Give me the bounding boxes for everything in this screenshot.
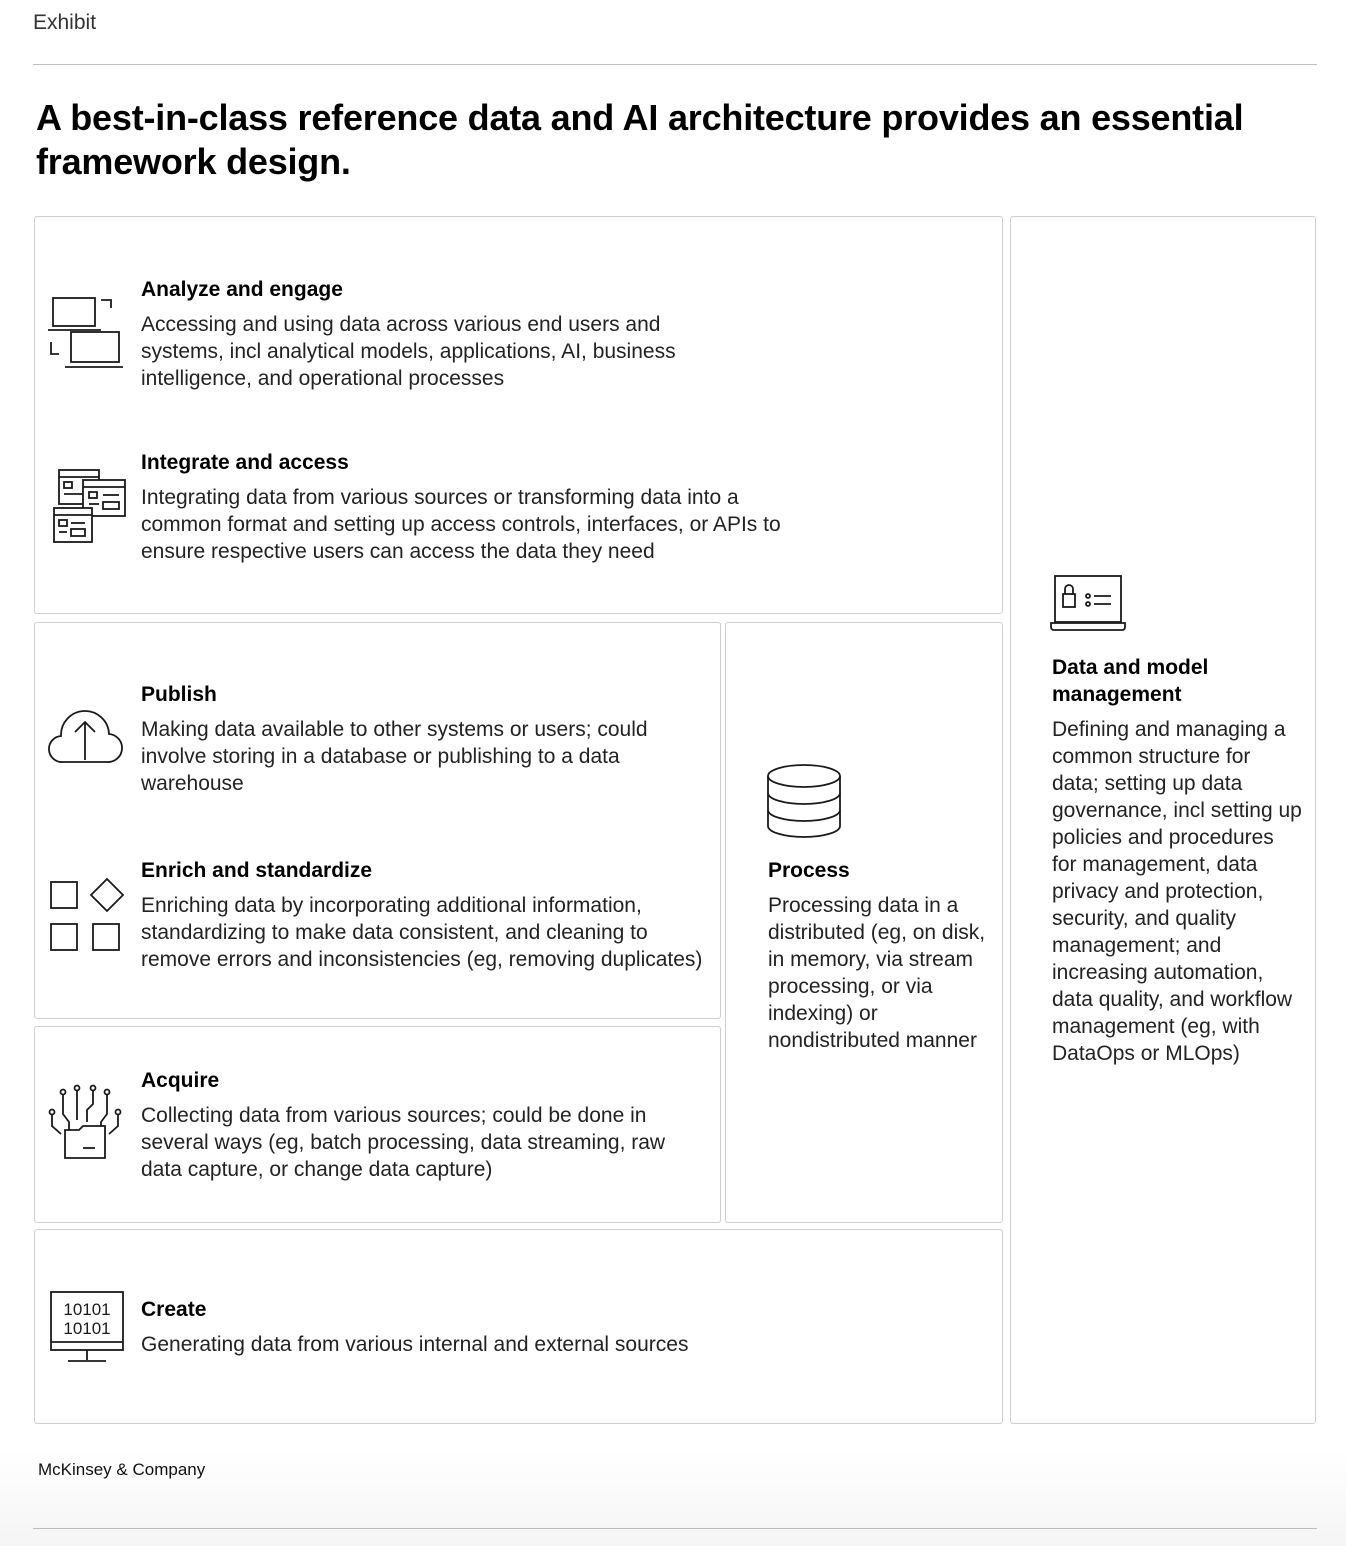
top-divider bbox=[33, 64, 1317, 65]
publish-text: Making data available to other systems or users; could involve storing in a database or publishing to a data warehouse bbox=[141, 718, 648, 795]
publish-heading: Publish bbox=[141, 683, 217, 706]
process-text: Processing data in a distributed (eg, on disk, in memory, via stream processing, or via indexing) or nondistributed manner bbox=[768, 894, 986, 1052]
cloud-upload-icon bbox=[47, 712, 123, 764]
management-text: Defining and managing a common structure for data; setting up data governance, incl setting up policies and procedures for management, data privacy and protection, security, and quality management; and increasing automation, data quality, and workflow management (eg, with DataOps or MLOps) bbox=[1052, 718, 1302, 1065]
exhibit-label: Exhibit bbox=[33, 11, 97, 34]
shapes-icon bbox=[50, 878, 124, 952]
laptops-icon bbox=[47, 296, 123, 372]
acquire-heading: Acquire bbox=[141, 1069, 220, 1092]
acquire-text: Collecting data from various sources; could be done in several ways (eg, batch processing, data streaming, raw data capture, or change data capture) bbox=[141, 1104, 666, 1181]
management-section bbox=[1052, 654, 1302, 1067]
integrate-section bbox=[141, 449, 821, 565]
database-icon bbox=[766, 764, 842, 840]
management-heading: Data and model management bbox=[1052, 656, 1209, 706]
acquire-section bbox=[141, 1067, 711, 1183]
publish-section bbox=[141, 681, 701, 797]
analyze-text: Accessing and using data across various end users and systems, incl analytical models, applications, AI, business intelligence, and operational processes bbox=[141, 313, 676, 390]
process-section bbox=[768, 857, 990, 1054]
bottom-divider bbox=[33, 1528, 1317, 1529]
enrich-text: Enriching data by incorporating additional information, standardizing to make data consistent, and cleaning to remove errors and inconsistencies (eg, removing duplicates) bbox=[141, 894, 703, 971]
secure-laptop-icon bbox=[1050, 574, 1126, 634]
enrich-section bbox=[141, 857, 716, 973]
source-label: McKinsey & Company bbox=[38, 1460, 206, 1479]
analyze-heading: Analyze and engage bbox=[141, 278, 343, 301]
create-heading: Create bbox=[141, 1298, 207, 1321]
binary-monitor-icon bbox=[50, 1290, 124, 1364]
process-heading: Process bbox=[768, 859, 850, 882]
page-title: A best-in-class reference data and AI architecture provides an essential framework design. bbox=[36, 97, 1244, 182]
binary-line-2: 10101 bbox=[63, 1319, 111, 1338]
data-inflow-icon bbox=[47, 1086, 123, 1162]
integrate-text: Integrating data from various sources or transforming data into a common format and setting up access controls, interfaces, or APIs to ensure respective users can access the data they need bbox=[141, 486, 781, 563]
analyze-section bbox=[141, 276, 741, 392]
enrich-heading: Enrich and standardize bbox=[141, 859, 373, 882]
interfaces-icon bbox=[53, 468, 129, 548]
binary-line-1: 10101 bbox=[63, 1300, 111, 1319]
create-text: Generating data from various internal and external sources bbox=[141, 1333, 689, 1356]
integrate-heading: Integrate and access bbox=[141, 451, 349, 474]
create-section bbox=[141, 1296, 901, 1358]
